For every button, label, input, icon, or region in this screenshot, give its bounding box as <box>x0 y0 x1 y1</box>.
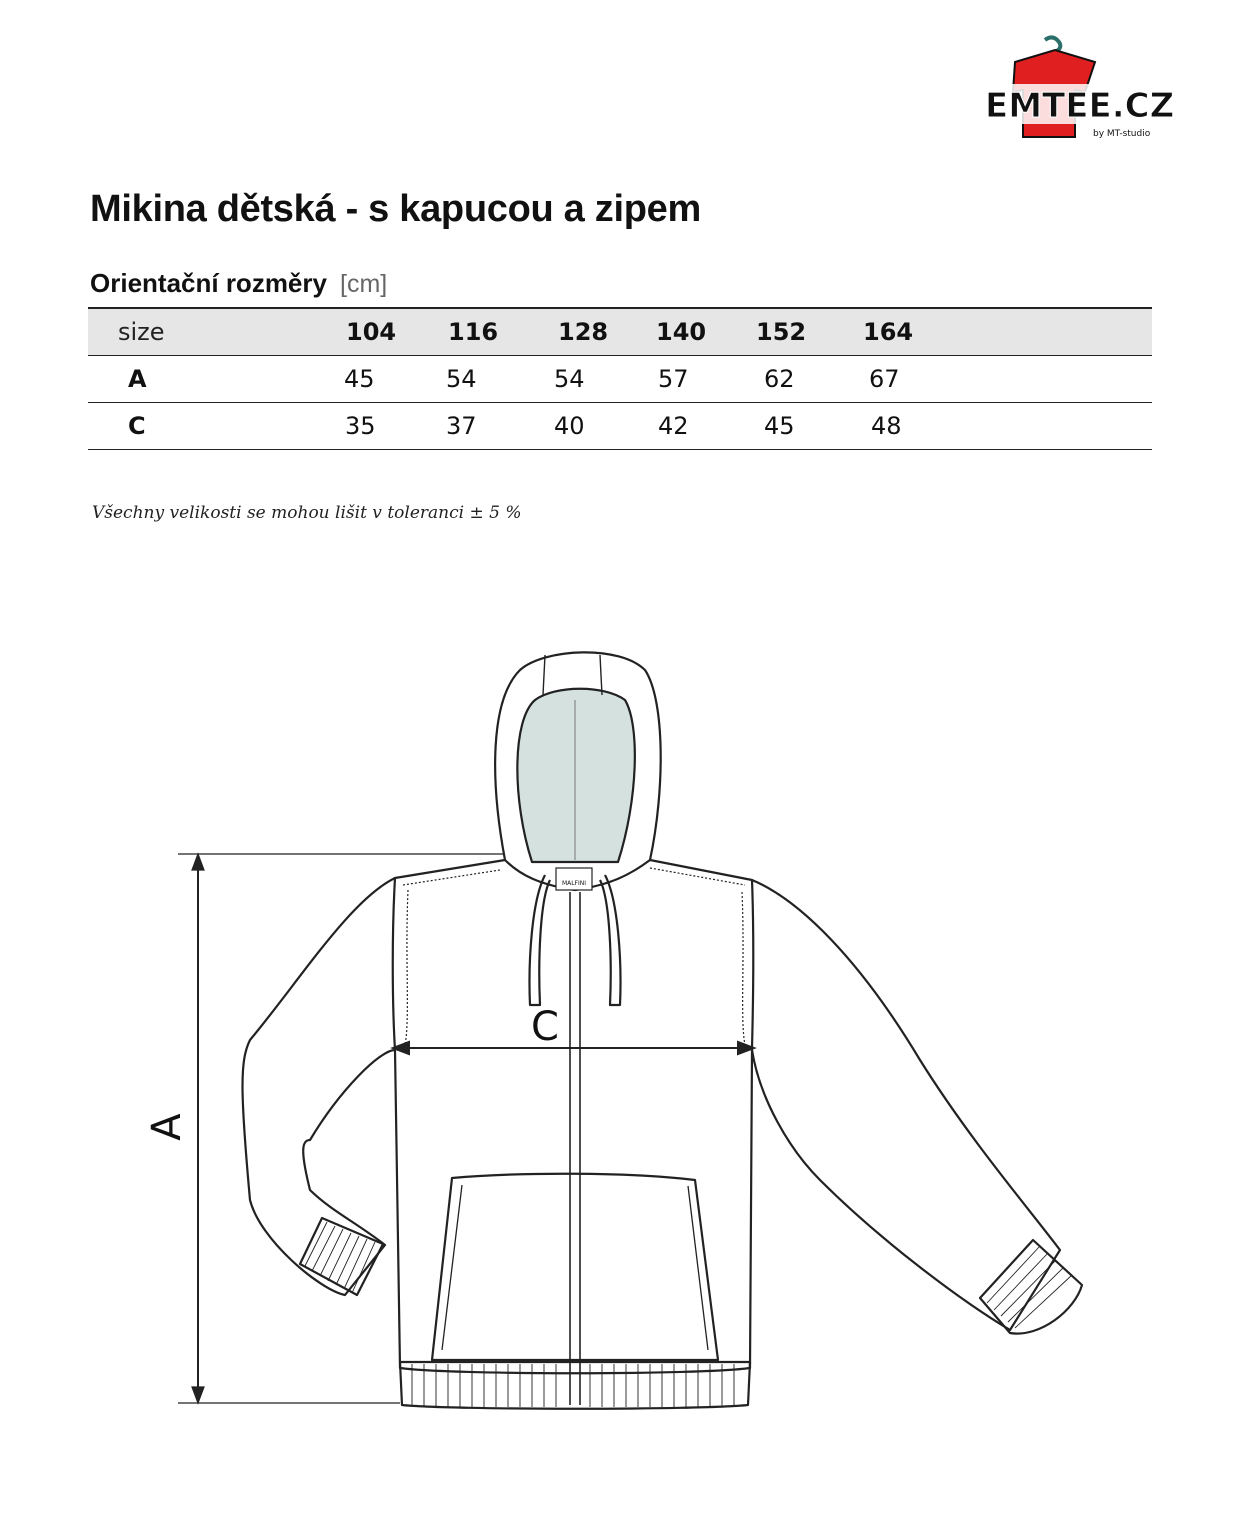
row-label: A <box>128 365 147 393</box>
table-row <box>88 403 1152 450</box>
drawstring-left <box>530 875 550 1005</box>
header-size-cell: 128 <box>558 318 609 346</box>
hood-lining <box>517 689 634 862</box>
table-cell: 54 <box>446 365 477 393</box>
drawstring-right <box>600 875 620 1005</box>
table-subtitle: Orientační rozměry <box>90 268 327 298</box>
hoodie-body <box>393 860 754 1373</box>
header-size-cell: 140 <box>656 318 707 346</box>
header-size-cell: 152 <box>756 318 807 346</box>
left-sleeve <box>243 878 396 1295</box>
dimension-a-label: A <box>144 1113 190 1141</box>
table-cell: 35 <box>345 412 376 440</box>
header-size-label: size <box>118 318 165 346</box>
tolerance-note: Všechny velikosti se mohou lišit v toleranci ± 5 % <box>92 503 522 523</box>
table-cell: 45 <box>764 412 795 440</box>
table-cell: 62 <box>764 365 795 393</box>
logo-text: EMTEE.CZ <box>985 86 1175 126</box>
header-size-cell: 164 <box>863 318 914 346</box>
hoodie-diagram <box>144 640 1110 1420</box>
header-size-cell: 104 <box>346 318 397 346</box>
page-title: Mikina dětská - s kapucou a zipem <box>90 188 701 230</box>
kangaroo-pocket <box>432 1174 718 1360</box>
table-cell: 45 <box>344 365 375 393</box>
right-cuff <box>980 1240 1082 1334</box>
waistband <box>400 1362 750 1409</box>
table-cell: 54 <box>554 365 585 393</box>
table-cell: 40 <box>554 412 585 440</box>
brand-logo <box>975 32 1175 147</box>
logo-tagline: by MT-studio <box>1093 129 1151 139</box>
dimension-a <box>178 854 505 1403</box>
header-size-cell: 116 <box>448 318 499 346</box>
dimension-c <box>393 1042 754 1054</box>
zipper <box>570 892 580 1405</box>
table-cell: 57 <box>658 365 689 393</box>
table-cell: 67 <box>869 365 900 393</box>
table-cell: 48 <box>871 412 902 440</box>
neck-label-text: MALFINI <box>561 880 587 887</box>
row-label: C <box>128 412 146 440</box>
table-cell: 37 <box>446 412 477 440</box>
table-row <box>88 356 1152 403</box>
table-header-row <box>88 307 1152 356</box>
left-cuff <box>300 1218 383 1295</box>
table-cell: 42 <box>658 412 689 440</box>
dimension-c-label: C <box>531 1004 559 1050</box>
unit-label: [cm] <box>340 270 388 298</box>
size-table <box>88 307 1152 450</box>
